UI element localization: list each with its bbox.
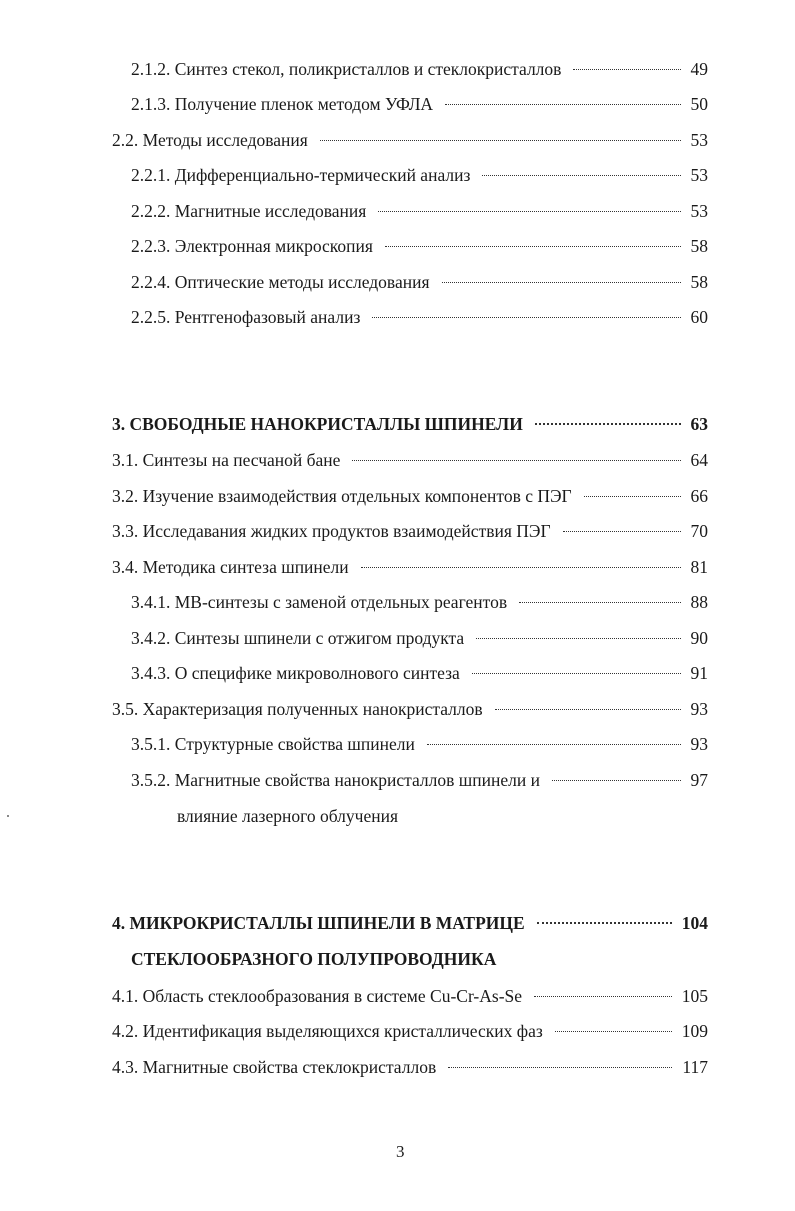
toc-entry-page: 81 [690, 557, 708, 577]
toc-entry [112, 985, 708, 1007]
toc-entry-page: 117 [682, 1057, 708, 1077]
toc-entry-title: 2.2. Методы исследования [112, 130, 308, 150]
leader-dots [573, 68, 680, 70]
toc-entry [131, 93, 708, 115]
toc-entry [112, 1056, 708, 1078]
toc-entry [112, 129, 708, 151]
toc-entry-title: 3.5.2. Магнитные свойства нанокристаллов шпинели и [131, 770, 540, 790]
leader-dots [445, 103, 680, 105]
leader-dots [552, 779, 681, 781]
toc-entry-title: 3.4.1. МВ-синтезы с заменой отдельных реагентов [131, 592, 508, 612]
toc-entry-page: 90 [690, 628, 708, 648]
toc-entry-title: 3.5. Характеризация полученных нанокристаллов [112, 699, 483, 719]
leader-dots [378, 210, 680, 212]
toc-entry-page: 105 [681, 986, 708, 1006]
toc-entry-page: 70 [690, 521, 708, 541]
toc-chapter [112, 413, 708, 435]
leader-dots [555, 1030, 672, 1032]
leader-dots [584, 495, 681, 497]
toc-entry-title: 2.1.3. Получение пленок методом УФЛА [131, 94, 434, 114]
toc-entry [112, 520, 708, 542]
leader-dots [372, 316, 680, 318]
toc-chapter-page: 104 [681, 913, 708, 933]
leader-dots [482, 174, 680, 176]
toc-entry-title: 4.2. Идентификация выделяющихся кристаллических фаз [112, 1021, 543, 1041]
toc-entry-page: 66 [690, 486, 708, 506]
toc-entry-title: 3.4. Методика синтеза шпинели [112, 557, 349, 577]
toc-entry [131, 164, 708, 186]
toc-entry-title: 3.2. Изучение взаимодействия отдельных компонентов с ПЭГ [112, 486, 572, 506]
toc-entry [112, 698, 708, 720]
toc-entry-title: 2.2.4. Оптические методы исследования [131, 272, 430, 292]
leader-dots [563, 530, 681, 532]
toc-entry-title: 3.4.2. Синтезы шпинели с отжигом продукта [131, 628, 465, 648]
toc-entry [131, 769, 708, 791]
toc-entry [112, 449, 708, 471]
leader-dots [448, 1066, 672, 1068]
toc-entry-page: 50 [690, 94, 708, 114]
toc-entry-title: 2.2.2. Магнитные исследования [131, 201, 367, 221]
leader-dots [476, 637, 680, 639]
toc-entry-continuation: влияние лазерного облучения [177, 806, 399, 826]
page-number: 3 [396, 1142, 405, 1161]
toc-entry-page: 49 [690, 59, 708, 79]
toc-entry [112, 1020, 708, 1042]
toc-entry-page: 58 [690, 272, 708, 292]
leader-dots [495, 708, 681, 710]
toc-entry-title: 3.3. Исследавания жидких продуктов взаимодействия ПЭГ [112, 521, 551, 541]
toc-entry-page: 60 [690, 307, 708, 327]
scan-speck [7, 815, 9, 817]
toc-entry-title: 2.2.5. Рентгенофазовый анализ [131, 307, 361, 327]
leader-dots [320, 139, 681, 141]
toc-entry-page: 93 [690, 734, 708, 754]
leader-dots [534, 995, 672, 997]
leader-dots [472, 672, 681, 674]
toc-entry-page: 93 [690, 699, 708, 719]
toc-chapter [112, 912, 708, 934]
toc-entry [131, 733, 708, 755]
toc-entry-page: 109 [681, 1021, 708, 1041]
toc-entry-page: 58 [690, 236, 708, 256]
leader-dots [352, 459, 680, 461]
toc-entry [131, 591, 708, 613]
toc-entry-page: 64 [690, 450, 708, 470]
toc-entry [131, 306, 708, 328]
toc-entry [131, 235, 708, 257]
toc-entry [131, 200, 708, 222]
leader-dots [442, 281, 681, 283]
toc-entry-page: 97 [690, 770, 708, 790]
toc-entry-page: 88 [690, 592, 708, 612]
toc-entry [131, 627, 708, 649]
toc-entry [131, 58, 708, 80]
toc-chapter-page: 63 [690, 414, 708, 434]
toc-entry-title: 4.3. Магнитные свойства стеклокристаллов [112, 1057, 437, 1077]
leader-dots [361, 566, 681, 568]
toc-entry-page: 53 [690, 165, 708, 185]
toc-chapter-continuation: СТЕКЛООБРАЗНОГО ПОЛУПРОВОДНИКА [131, 949, 497, 969]
toc-entry-title: 3.5.1. Структурные свойства шпинели [131, 734, 415, 754]
toc-entry-title: 4.1. Область стеклообразования в системе Cu-Cr-As-Se [112, 986, 523, 1006]
toc-chapter-title: 4. МИКРОКРИСТАЛЛЫ ШПИНЕЛИ В МАТРИЦЕ [112, 913, 525, 933]
toc-entry-title: 2.2.3. Электронная микроскопия [131, 236, 373, 256]
leader-dots [519, 601, 680, 603]
toc-entry-title: 3.1. Синтезы на песчаной бане [112, 450, 341, 470]
toc-entry [112, 556, 708, 578]
toc-chapter-title: 3. СВОБОДНЫЕ НАНОКРИСТАЛЛЫ ШПИНЕЛИ [112, 414, 523, 434]
toc-entry-title: 2.1.2. Синтез стекол, поликристаллов и стеклокристаллов [131, 59, 562, 79]
toc-entry-page: 53 [690, 130, 708, 150]
leader-dots [537, 921, 672, 924]
toc-entry [112, 485, 708, 507]
leader-dots [385, 245, 681, 247]
toc-entry [131, 662, 708, 684]
toc-entry-page: 53 [690, 201, 708, 221]
toc-entry-page: 91 [690, 663, 708, 683]
toc-entry-title: 2.2.1. Дифференциально-термический анализ [131, 165, 471, 185]
toc-entry [131, 271, 708, 293]
leader-dots [535, 422, 681, 425]
toc-entry-title: 3.4.3. О специфике микроволнового синтеза [131, 663, 460, 683]
leader-dots [427, 743, 681, 745]
